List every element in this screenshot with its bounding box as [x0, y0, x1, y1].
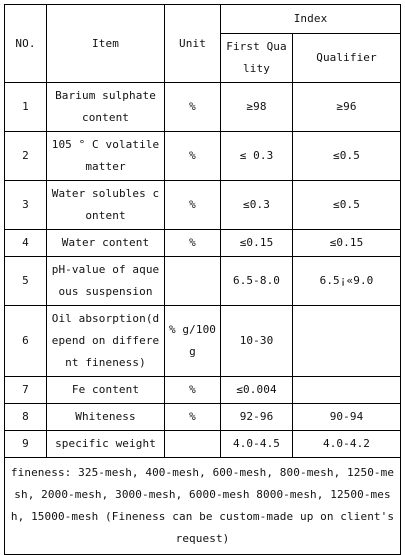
row-item: pH-value of aqueous suspension: [47, 257, 165, 306]
row-first-quality: ≤0.3: [221, 181, 293, 230]
row-no: 4: [5, 230, 47, 257]
header-unit: Unit: [165, 5, 221, 83]
table-row: [5, 257, 401, 306]
row-first-quality: 92-96: [221, 404, 293, 431]
row-qualifier: ≤0.5: [293, 132, 401, 181]
row-no: 1: [5, 83, 47, 132]
row-first-quality: ≤0.004: [221, 377, 293, 404]
table-row: [5, 404, 401, 431]
row-item: Water content: [47, 230, 165, 257]
table-row: [5, 230, 401, 257]
row-no: 2: [5, 132, 47, 181]
table-row: [5, 181, 401, 230]
row-first-quality: 10-30: [221, 306, 293, 377]
row-unit: %: [165, 404, 221, 431]
row-unit: [165, 431, 221, 458]
row-unit: %: [165, 377, 221, 404]
row-unit: %: [165, 132, 221, 181]
row-no: 9: [5, 431, 47, 458]
row-no: 8: [5, 404, 47, 431]
row-qualifier: [293, 306, 401, 377]
header-item: Item: [47, 5, 165, 83]
row-item: Fe content: [47, 377, 165, 404]
table-row: [5, 431, 401, 458]
row-item: 105 ° C volatile matter: [47, 132, 165, 181]
header-first-quality: First Quality: [221, 34, 293, 83]
row-qualifier: [293, 377, 401, 404]
row-no: 7: [5, 377, 47, 404]
row-item: Whiteness: [47, 404, 165, 431]
row-unit: [165, 257, 221, 306]
row-item: Oil absorption(depend on different fineness): [47, 306, 165, 377]
row-first-quality: ≤0.15: [221, 230, 293, 257]
header-qualifier: Qualifier: [293, 34, 401, 83]
row-qualifier: 90-94: [293, 404, 401, 431]
fineness-note: fineness: 325-mesh, 400-mesh, 600-mesh, 800-mesh, 1250-mesh, 2000-mesh, 3000-mesh, 6000-mesh 8000-mesh, 12500-mesh, 15000-mesh (Fineness can be custom-made up on client's request): [5, 458, 401, 555]
header-no: NO.: [5, 5, 47, 83]
row-first-quality: ≤ 0.3: [221, 132, 293, 181]
row-no: 3: [5, 181, 47, 230]
table-row: [5, 83, 401, 132]
row-first-quality: 4.0-4.5: [221, 431, 293, 458]
row-item: specific weight: [47, 431, 165, 458]
row-item: Barium sulphate content: [47, 83, 165, 132]
header-row-top: [5, 5, 401, 34]
header-index: Index: [221, 5, 401, 34]
row-qualifier: 6.5¡«9.0: [293, 257, 401, 306]
row-qualifier: 4.0-4.2: [293, 431, 401, 458]
row-no: 6: [5, 306, 47, 377]
row-qualifier: ≤0.15: [293, 230, 401, 257]
fineness-note-row: [5, 458, 401, 555]
table-row: [5, 306, 401, 377]
row-qualifier: ≥96: [293, 83, 401, 132]
row-unit: %: [165, 230, 221, 257]
spec-table-wrapper: [4, 4, 400, 555]
row-qualifier: ≤0.5: [293, 181, 401, 230]
row-unit: %: [165, 181, 221, 230]
table-row: [5, 377, 401, 404]
row-unit: %: [165, 83, 221, 132]
specification-table: [4, 4, 401, 555]
row-first-quality: 6.5-8.0: [221, 257, 293, 306]
row-unit: % g/100g: [165, 306, 221, 377]
row-item: Water solubles content: [47, 181, 165, 230]
table-row: [5, 132, 401, 181]
row-first-quality: ≥98: [221, 83, 293, 132]
row-no: 5: [5, 257, 47, 306]
